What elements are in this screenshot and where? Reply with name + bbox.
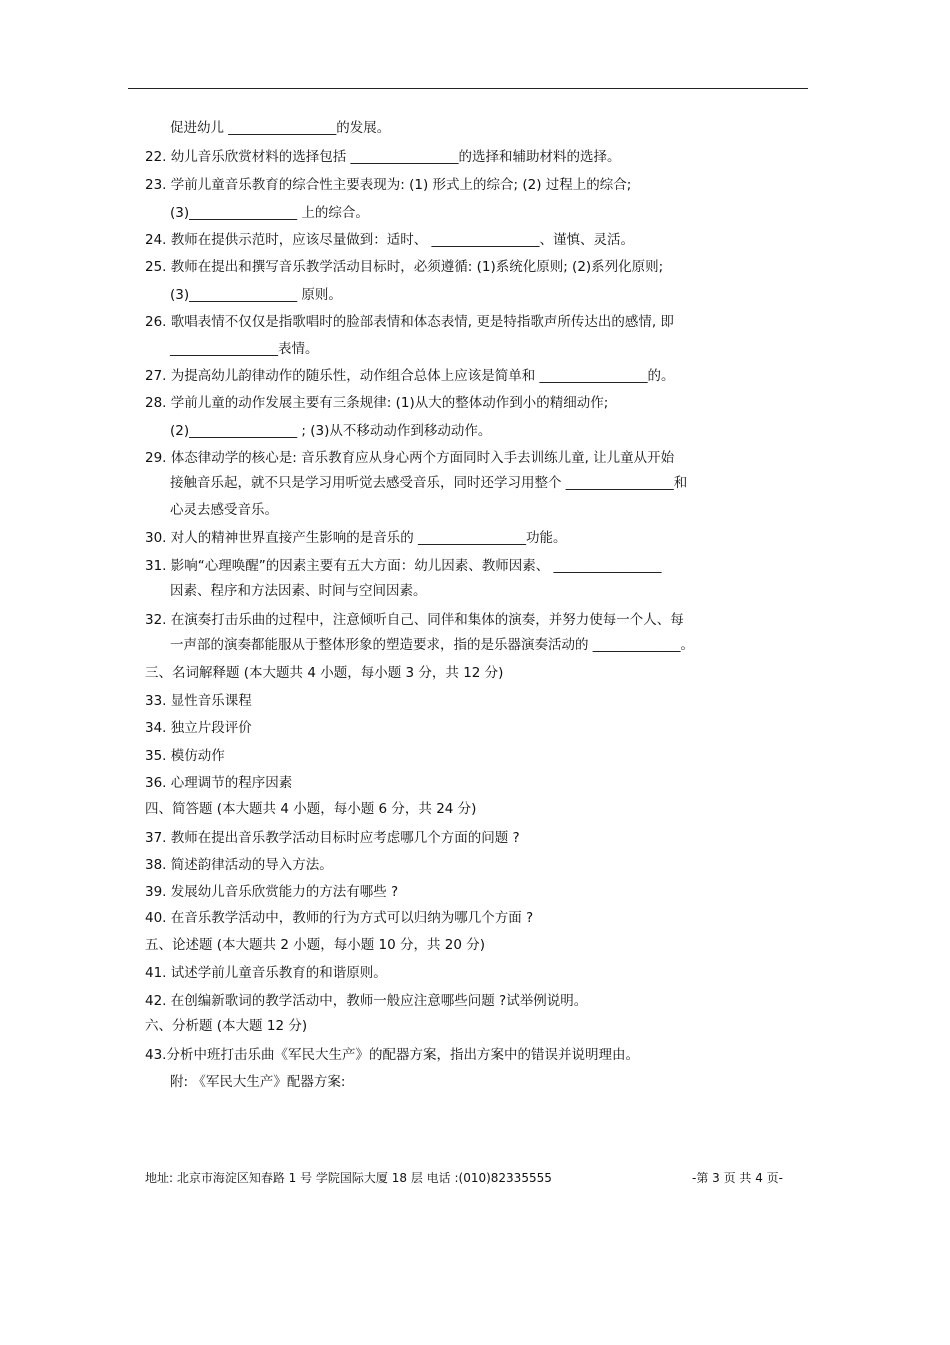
question-30: 30. 对人的精神世界直接产生影响的是音乐的 ________________功能。 [145, 530, 567, 546]
question-29-line2: 接触音乐起，就不只是学习用听觉去感受音乐，同时还学习用整个 ________________和 [170, 475, 688, 491]
question-29-line3: 心灵去感受音乐。 [170, 502, 278, 518]
section-4-heading: 四、简答题 (本大题共 4 小题，每小题 6 分，共 24 分) [145, 801, 477, 817]
section-3-heading: 三、名词解释题 (本大题共 4 小题，每小题 3 分，共 12 分) [145, 665, 504, 681]
question-32-continuation: 一声部的演奏都能服从于整体形象的塑造要求，指的是乐器演奏活动的 _____________。 [170, 637, 695, 653]
question-29: 29. 体态律动学的核心是: 音乐教育应从身心两个方面同时入手去训练儿童, 让儿童从开始 [145, 450, 675, 466]
question-39: 39. 发展幼儿音乐欣赏能力的方法有哪些 ? [145, 884, 399, 900]
question-36: 36. 心理调节的程序因素 [145, 775, 293, 791]
header-rule [128, 88, 808, 89]
question-26-continuation: ________________表情。 [170, 341, 319, 357]
line-q21-continuation: 促进幼儿 ________________的发展。 [170, 120, 391, 136]
question-26: 26. 歌唱表情不仅仅是指歌唱时的脸部表情和体态表情, 更是特指歌声所传达出的感情, 即 [145, 314, 674, 330]
section-6-heading: 六、分析题 (本大题 12 分) [145, 1018, 308, 1034]
question-31-continuation: 因素、程序和方法因素、时间与空间因素。 [170, 583, 427, 599]
question-24: 24. 教师在提供示范时，应该尽量做到：适时、 ________________、谨慎、灵活。 [145, 232, 635, 248]
question-23: 23. 学前儿童音乐教育的综合性主要表现为: (1) 形式上的综合; (2) 过程上的综合; [145, 177, 632, 193]
question-35: 35. 模仿动作 [145, 748, 225, 764]
question-33: 33. 显性音乐课程 [145, 693, 252, 709]
footer-page-number: -第 3 页 共 4 页- [692, 1171, 784, 1185]
question-23-continuation: (3)________________ 上的综合。 [170, 205, 369, 221]
question-31: 31. 影响“心理唤醒”的因素主要有五大方面：幼儿因素、教师因素、 ________________ [145, 558, 662, 574]
question-43-appendix: 附: 《军民大生产》配器方案: [170, 1074, 346, 1090]
question-27: 27. 为提高幼儿韵律动作的随乐性，动作组合总体上应该是简单和 ________________的。 [145, 368, 675, 384]
question-41: 41. 试述学前儿童音乐教育的和谐原则。 [145, 965, 387, 981]
question-28-continuation: (2)________________ ; (3)从不移动动作到移动动作。 [170, 423, 492, 439]
footer-address: 地址: 北京市海淀区知春路 1 号 学院国际大厦 18 层 电话 :(010)82335555 [145, 1171, 552, 1185]
question-37: 37. 教师在提出音乐教学活动目标时应考虑哪几个方面的问题 ? [145, 830, 520, 846]
question-34: 34. 独立片段评价 [145, 720, 252, 736]
question-38: 38. 简述韵律活动的导入方法。 [145, 857, 333, 873]
question-42: 42. 在创编新歌词的教学活动中，教师一般应注意哪些问题 ?试举例说明。 [145, 993, 588, 1009]
question-43: 43.分析中班打击乐曲《军民大生产》的配器方案，指出方案中的错误并说明理由。 [145, 1047, 639, 1063]
question-25: 25. 教师在提出和撰写音乐教学活动目标时，必须遵循: (1)系统化原则; (2)系列化原则; [145, 259, 664, 275]
question-25-continuation: (3)________________ 原则。 [170, 287, 342, 303]
question-22: 22. 幼儿音乐欣赏材料的选择包括 ________________的选择和辅助材料的选择。 [145, 149, 621, 165]
question-32: 32. 在演奏打击乐曲的过程中，注意倾听自己、同伴和集体的演奏，并努力使每一个人、每 [145, 612, 684, 628]
question-40: 40. 在音乐教学活动中，教师的行为方式可以归纳为哪几个方面 ? [145, 910, 534, 926]
question-28: 28. 学前儿童的动作发展主要有三条规律: (1)从大的整体动作到小的精细动作; [145, 395, 609, 411]
section-5-heading: 五、论述题 (本大题共 2 小题，每小题 10 分，共 20 分) [145, 937, 486, 953]
